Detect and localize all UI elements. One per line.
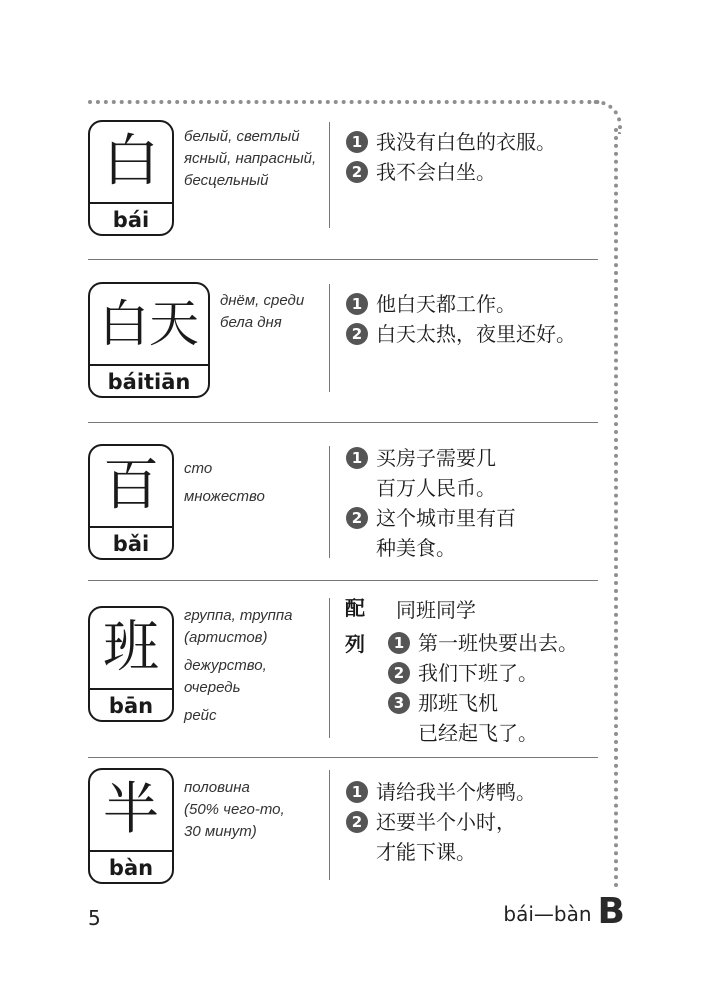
translation: половина (50% чего-то, 30 минут) — [184, 779, 285, 840]
example-item: 2 我不会白坐。 — [346, 157, 556, 187]
example-item: 1 请给我半个烤鸭。 — [346, 777, 536, 807]
section-letter: B — [597, 891, 625, 932]
collocation-marker: 配 — [345, 596, 365, 620]
entry-range: bái—bàn — [503, 902, 592, 926]
example-item: 2 白天太热，夜里还好。 — [346, 319, 576, 349]
headword-box — [88, 444, 174, 560]
entry-separator — [88, 422, 598, 423]
examples — [346, 443, 516, 563]
headword-hanzi: 白天 — [99, 295, 199, 353]
examples — [346, 777, 536, 867]
entry-separator — [88, 259, 598, 260]
entry-separator — [88, 580, 598, 581]
examples — [346, 289, 576, 349]
example-item: 1 第一班快要出去。 — [388, 628, 578, 658]
dotted-border-right — [614, 128, 618, 888]
headword-hanzi: 半 — [103, 777, 159, 842]
headword-box — [88, 120, 174, 236]
example-number: 2 — [346, 161, 368, 183]
example-item: 2 我们下班了。 — [388, 658, 578, 688]
example-number: 1 — [346, 293, 368, 315]
examples — [346, 127, 556, 187]
headword-pinyin: báitiān — [107, 369, 191, 394]
translation: днём, среди бела дня — [220, 292, 305, 331]
headword-hanzi: 百 — [103, 453, 159, 518]
example-number: 1 — [346, 781, 368, 803]
translation: группа, труппа (артистов) дежурство, очередь рейс — [184, 607, 293, 724]
entry-separator — [88, 757, 598, 758]
headword-box — [88, 606, 174, 722]
column-divider — [329, 598, 330, 738]
example-item: 2 还要半个小时， 才能下课。 — [346, 807, 536, 867]
headword-box — [88, 768, 174, 884]
translation: белый, светлый ясный, напрасный, бесцельный — [184, 128, 317, 189]
headword-pinyin: bǎi — [112, 531, 150, 556]
column-divider — [329, 284, 330, 392]
page-number: 5 — [88, 906, 101, 930]
example-item: 1 他白天都工作。 — [346, 289, 576, 319]
collocation-text: 同班同学 — [396, 598, 476, 622]
running-header — [503, 892, 625, 932]
example-item: 3 那班飞机 已经起飞了。 — [388, 688, 578, 748]
column-divider — [329, 446, 330, 558]
example-number: 2 — [346, 507, 368, 529]
example-number: 2 — [388, 662, 410, 684]
translation: сто множество — [184, 460, 265, 505]
example-number: 1 — [346, 131, 368, 153]
headword-box — [88, 282, 210, 398]
headword-pinyin: bàn — [108, 855, 154, 880]
column-divider — [329, 770, 330, 880]
headword-pinyin: bái — [112, 207, 150, 232]
example-number: 2 — [346, 323, 368, 345]
headword-hanzi: 班 — [103, 615, 159, 680]
example-number: 1 — [388, 632, 410, 654]
example-item: 1 买房子需要几 百万人民币。 — [346, 443, 516, 503]
example-item: 1 我没有白色的衣服。 — [346, 127, 556, 157]
example-number: 2 — [346, 811, 368, 833]
headword-hanzi: 白 — [103, 129, 159, 194]
examples — [388, 628, 578, 748]
dotted-border-top — [88, 100, 600, 104]
headword-pinyin: bān — [108, 693, 154, 718]
example-item: 2 这个城市里有百 种美食。 — [346, 503, 516, 563]
example-number: 3 — [388, 692, 410, 714]
example-marker: 列 — [345, 632, 365, 656]
example-number: 1 — [346, 447, 368, 469]
column-divider — [329, 122, 330, 228]
